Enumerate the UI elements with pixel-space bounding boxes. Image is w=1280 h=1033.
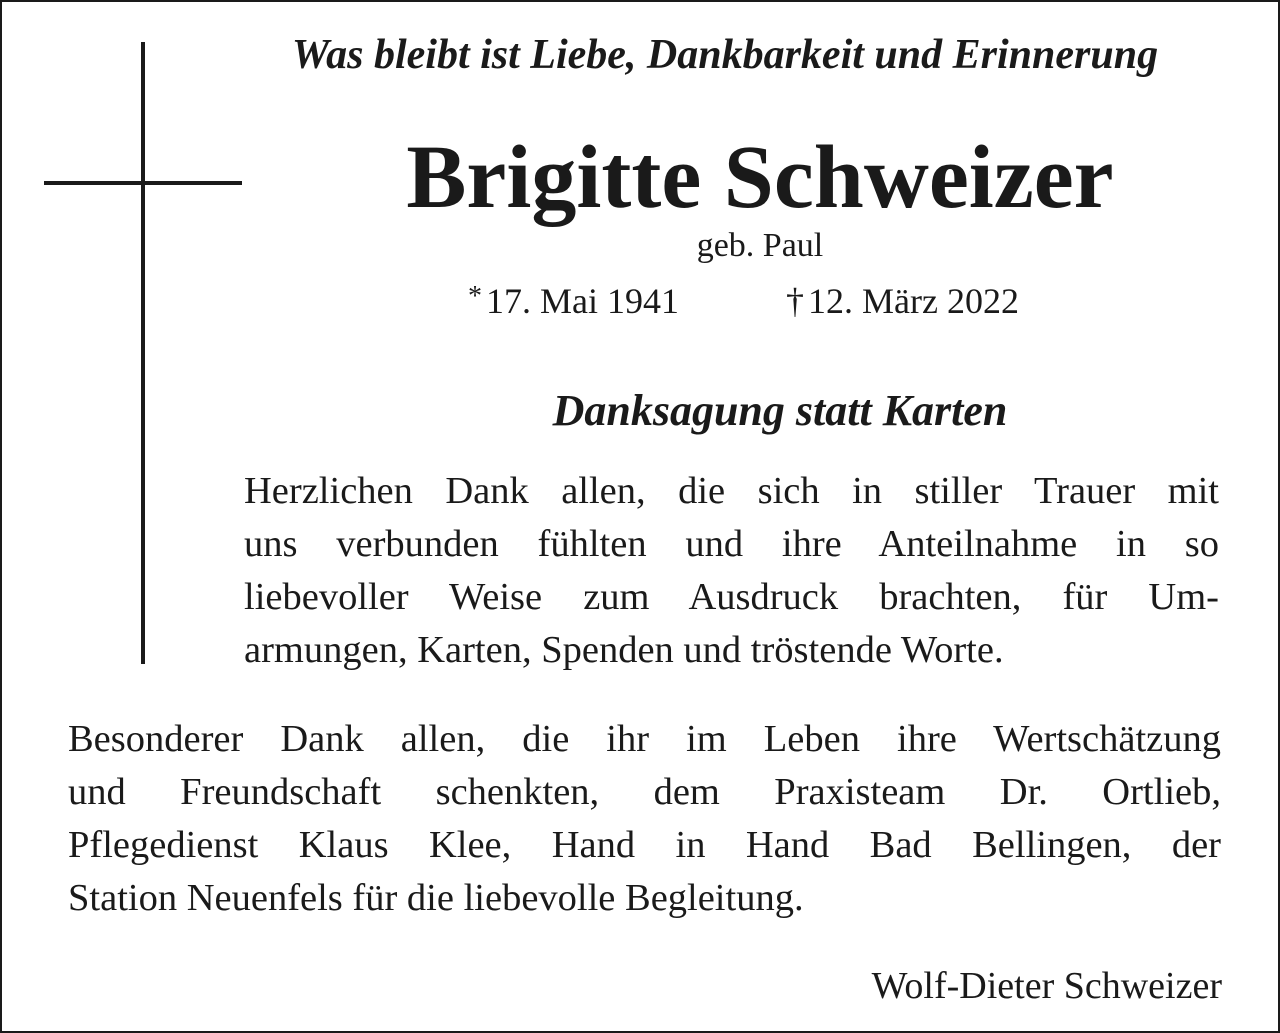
paragraph-line: Herzlichen Dank allen, die sich in stiller Trauer mit bbox=[244, 470, 1219, 512]
birth-date bbox=[468, 278, 679, 328]
birth-date-text: 17. Mai 1941 bbox=[486, 281, 679, 321]
death-date bbox=[786, 278, 1019, 324]
paragraph-line: Pflegedienst Klaus Klee, Hand in Hand Bad Bellingen, der bbox=[68, 824, 1221, 866]
thanks-heading: Danksagung statt Karten bbox=[552, 386, 1008, 435]
paragraph-line: liebevoller Weise zum Ausdruck brachten, für Um- bbox=[244, 576, 1219, 618]
paragraph-line: armungen, Karten, Spenden und tröstende Worte. bbox=[244, 629, 1004, 671]
cross-icon-vertical bbox=[141, 42, 145, 664]
birth-star-icon: * bbox=[468, 281, 482, 312]
signature: Wolf-Dieter Schweizer bbox=[871, 965, 1222, 1007]
thanks-paragraph-2 bbox=[68, 713, 1221, 925]
paragraph-line: Besonderer Dank allen, die ihr im Leben ihre Wertschätzung bbox=[68, 718, 1221, 760]
paragraph-line: Station Neuenfels für die liebevolle Begleitung. bbox=[68, 877, 804, 919]
paragraph-line: und Freundschaft schenkten, dem Praxisteam Dr. Ortlieb, bbox=[68, 771, 1221, 813]
deceased-name: Brigitte Schweizer bbox=[406, 128, 1114, 227]
thanks-paragraph-1 bbox=[244, 465, 1219, 677]
birth-name: geb. Paul bbox=[696, 227, 824, 264]
paragraph-line: uns verbunden fühlten und ihre Anteilnahme in so bbox=[244, 523, 1219, 565]
death-date-text: 12. März 2022 bbox=[808, 281, 1019, 321]
motto: Was bleibt ist Liebe, Dankbarkeit und Erinnerung bbox=[291, 32, 1159, 78]
death-dagger-icon: † bbox=[786, 281, 804, 321]
